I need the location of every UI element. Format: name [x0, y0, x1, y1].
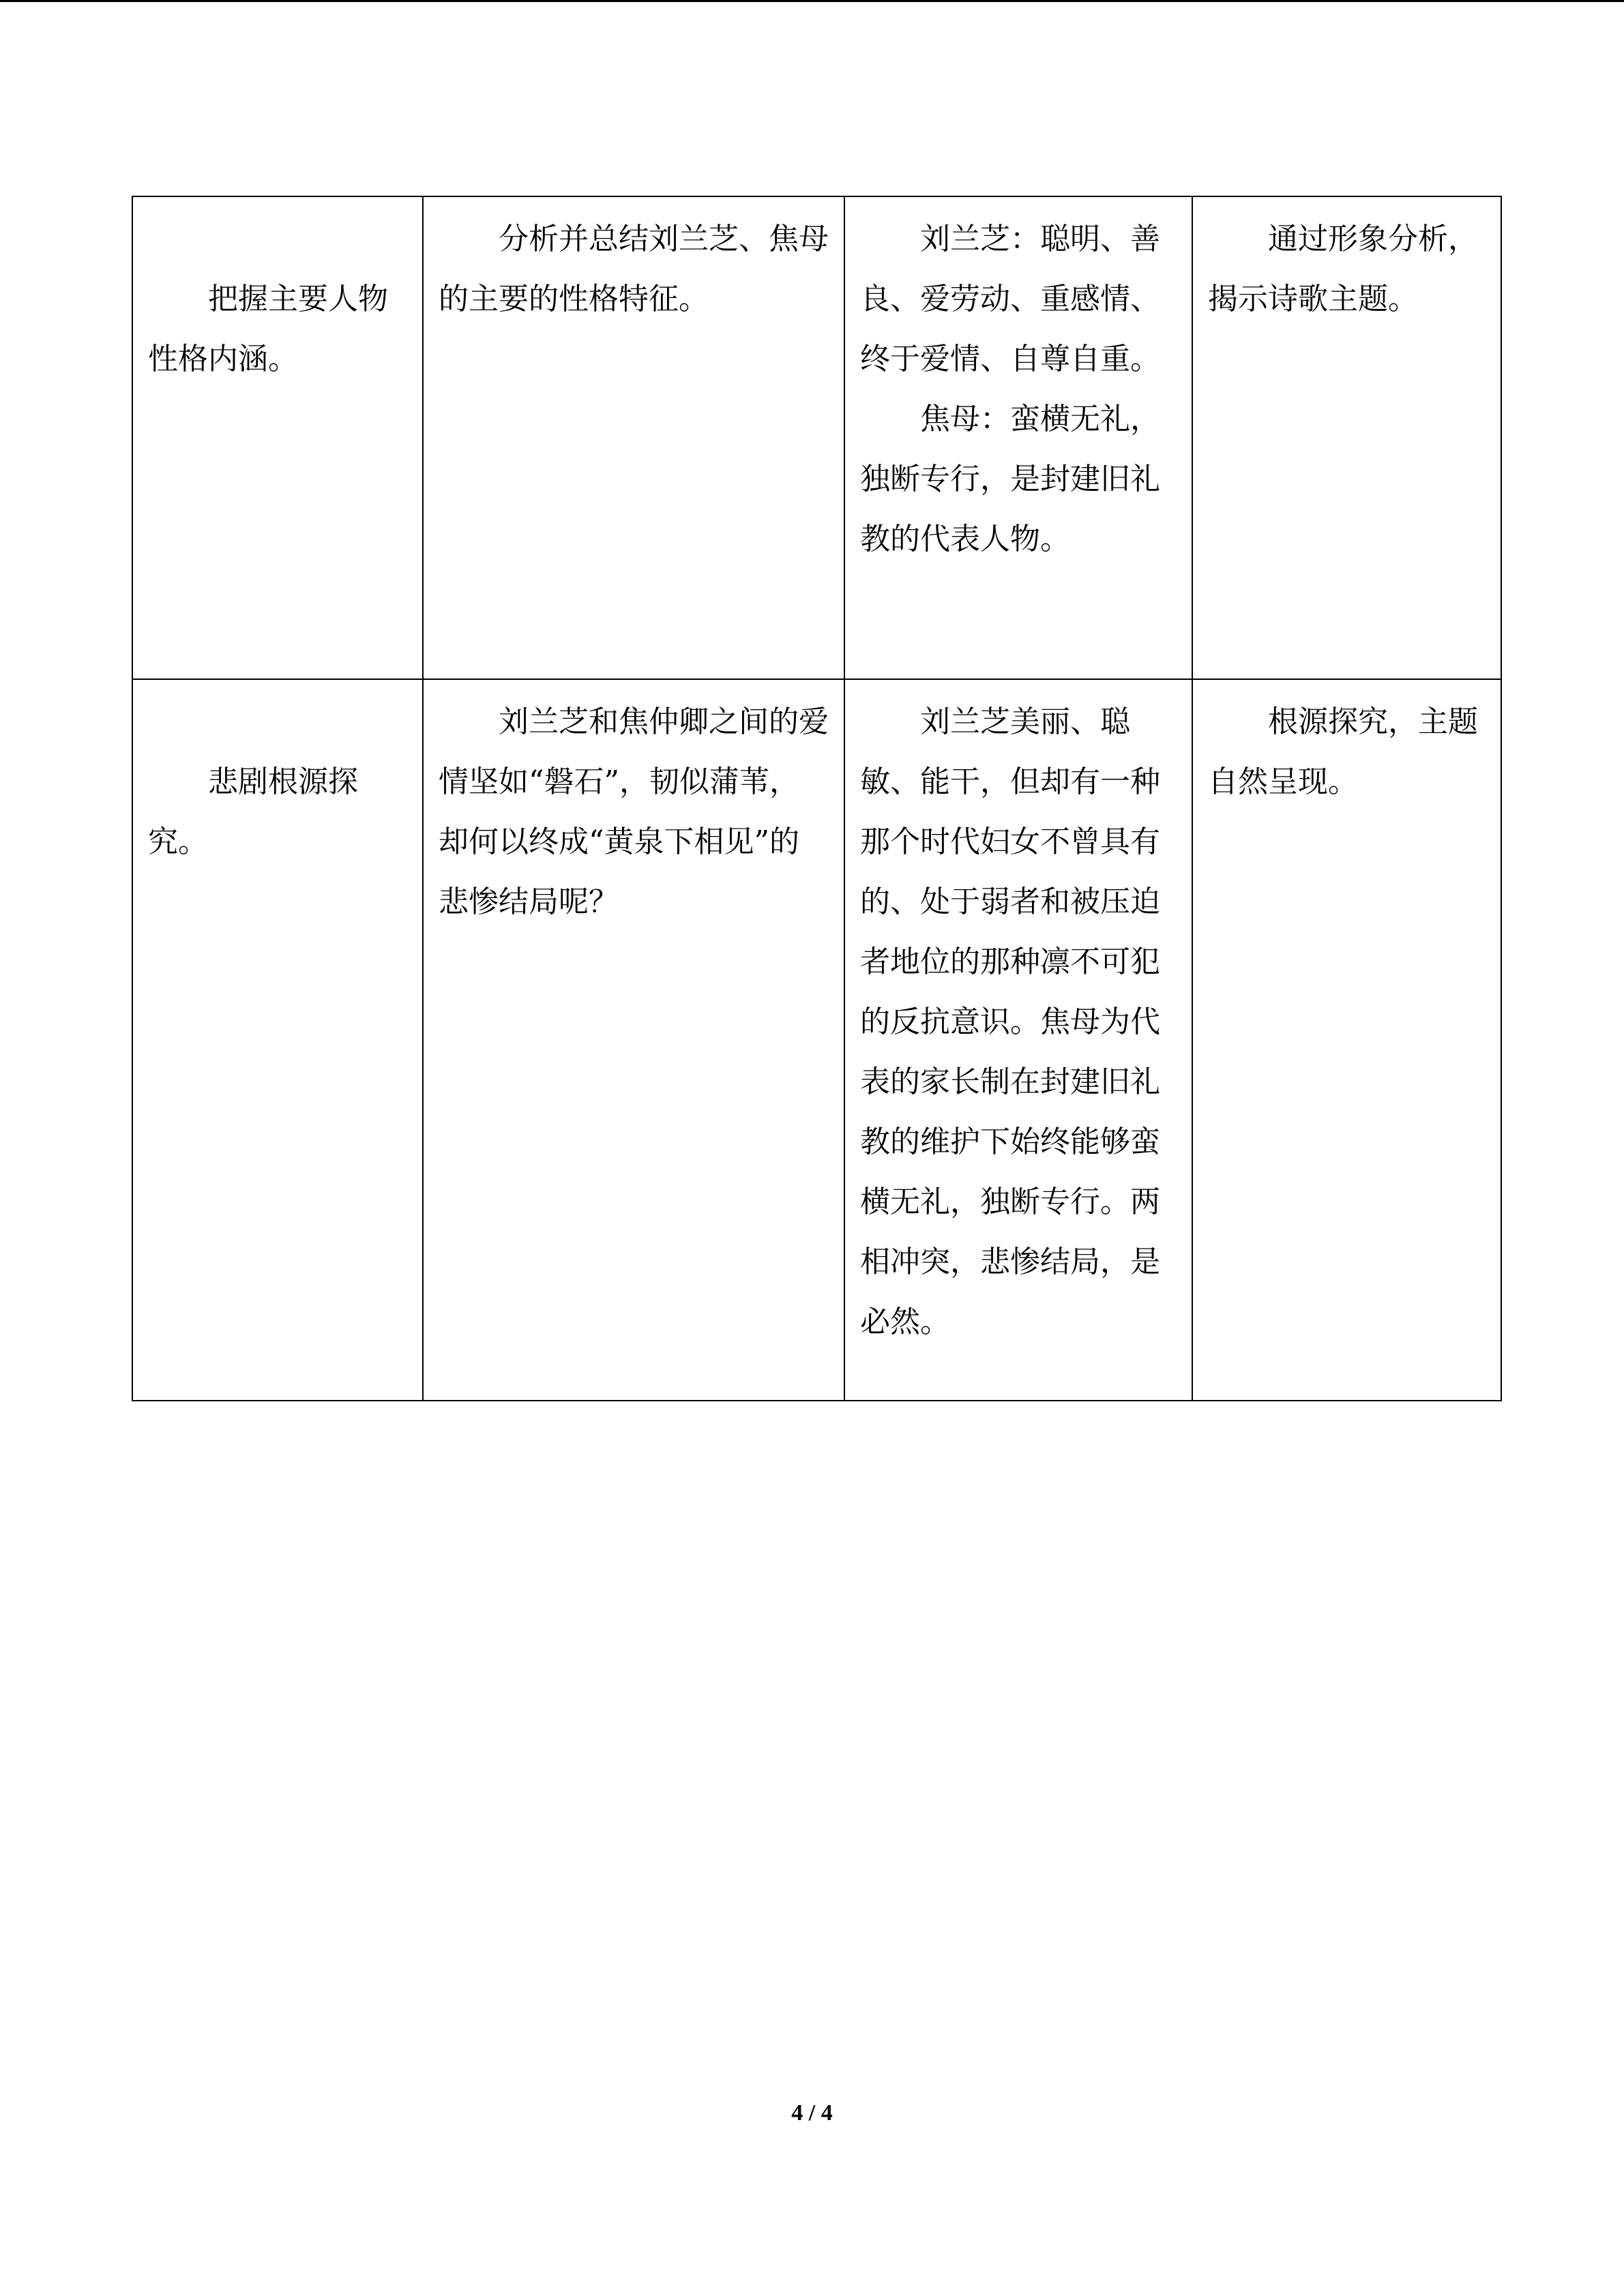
- page-number: 4 / 4: [791, 2100, 833, 2126]
- cell-paragraph: 刘兰芝：聪明、善良、爱劳动、重感情、终于爱情、自尊自重。: [860, 222, 1160, 376]
- cell-paragraph: 把握主要人物性格内涵。: [148, 282, 388, 376]
- table-row: [132, 679, 1501, 1401]
- cell-paragraph: 分析并总结刘兰芝、焦母的主要的性格特征。: [439, 222, 829, 316]
- cell-paragraph: 焦母：蛮横无礼，独断专行，是封建旧礼教的代表人物。: [860, 402, 1160, 556]
- cell-paragraph: 刘兰芝美丽、聪敏、能干，但却有一种那个时代妇女不曾具有的、处于弱者和被压迫者地位的那种凛不可犯的反抗意识。焦母为代表的家长制在封建旧礼教的维护下始终能够蛮横无礼，独断专行。两相冲突，悲惨结局，是必然。: [860, 704, 1160, 1339]
- table-row: [132, 196, 1501, 679]
- cell-paragraph: 通过形象分析，揭示诗歌主题。: [1208, 222, 1478, 316]
- cell-paragraph: 悲剧根源探究。: [148, 764, 358, 859]
- top-border-line: [0, 0, 1624, 2]
- lesson-plan-table: [132, 196, 1502, 1401]
- table-cell-activity: [423, 196, 844, 679]
- table-cell-intent: [1192, 679, 1501, 1401]
- table-cell-goal: [132, 679, 423, 1401]
- table-cell-activity: [423, 679, 844, 1401]
- table-cell-content: [844, 196, 1192, 679]
- table-cell-goal: [132, 196, 423, 679]
- table-cell-intent: [1192, 196, 1501, 679]
- cell-paragraph: 刘兰芝和焦仲卿之间的爱情坚如“磐石”，韧似蒲苇，却何以终成“黄泉下相见”的悲惨结局呢？: [439, 704, 829, 919]
- table-cell-content: [844, 679, 1192, 1401]
- cell-paragraph: 根源探究，主题自然呈现。: [1208, 704, 1478, 799]
